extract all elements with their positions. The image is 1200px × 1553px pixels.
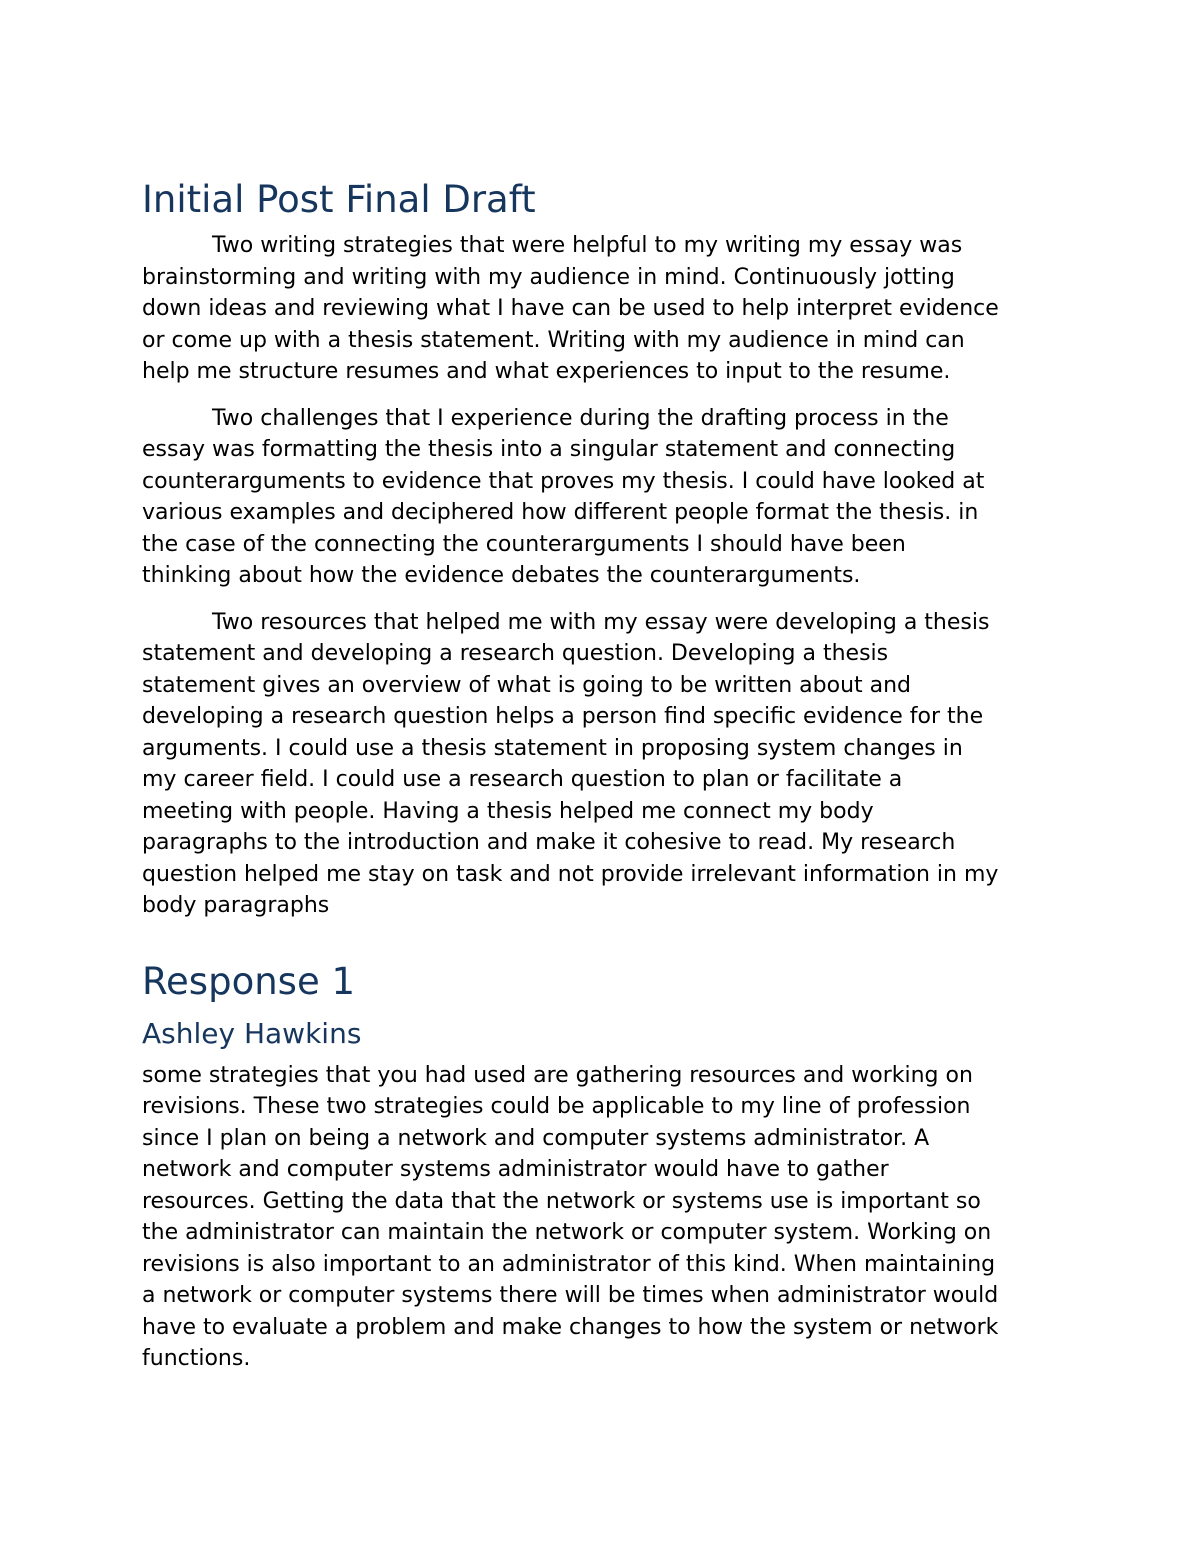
- paragraph-line: functions.: [142, 1346, 251, 1371]
- response-paragraph: [142, 1060, 1072, 1375]
- paragraph-line: revisions is also important to an administrator of this kind. When maintaining: [142, 1251, 996, 1277]
- paragraph-line: statement gives an overview of what is going to be written about and: [142, 672, 912, 698]
- paragraph-line: help me structure resumes and what experiences to input to the resume.: [142, 359, 951, 384]
- response-author: Ashley Hawkins: [142, 1016, 362, 1050]
- paragraph-line: various examples and deciphered how different people format the thesis. in: [142, 500, 979, 525]
- response-heading: Response 1: [142, 959, 356, 1003]
- paragraph-line: or come up with a thesis statement. Writing with my audience in mind can: [142, 327, 965, 353]
- paragraph-line: Two resources that helped me with my essay were developing a thesis: [212, 609, 990, 635]
- paragraph-line: since I plan on being a network and computer systems administrator. A: [142, 1125, 930, 1151]
- paragraph-line: developing a research question helps a person find specific evidence for the: [142, 704, 984, 729]
- paragraph-line: body paragraphs: [142, 893, 330, 918]
- paragraph-line: meeting with people. Having a thesis helped me connect my body: [142, 798, 874, 824]
- paragraph-line: the case of the connecting the counterarguments I should have been: [142, 531, 906, 557]
- paragraph-line: the administrator can maintain the network or computer system. Working on: [142, 1220, 992, 1245]
- paragraph-line: paragraphs to the introduction and make it cohesive to read. My research: [142, 830, 956, 855]
- paragraph-line: resources. Getting the data that the network or systems use is important so: [142, 1188, 981, 1214]
- document-page: [142, 178, 1072, 1390]
- paragraph-line: essay was formatting the thesis into a singular statement and connecting: [142, 437, 956, 462]
- paragraph-line: brainstorming and writing with my audience in mind. Continuously jotting: [142, 264, 955, 290]
- paragraph-line: revisions. These two strategies could be applicable to my line of profession: [142, 1094, 971, 1119]
- paragraph-line: Two challenges that I experience during the drafting process in the: [212, 405, 949, 431]
- paragraph-line: Two writing strategies that were helpful to my writing my essay was: [212, 233, 963, 258]
- initial-post-paragraph-2: [142, 403, 1072, 592]
- paragraph-line: counterarguments to evidence that proves my thesis. I could have looked at: [142, 468, 985, 494]
- paragraph-line: statement and developing a research question. Developing a thesis: [142, 641, 889, 666]
- paragraph-line: network and computer systems administrator would have to gather: [142, 1157, 889, 1182]
- document-title: Initial Post Final Draft: [142, 178, 536, 221]
- paragraph-line: down ideas and reviewing what I have can be used to help interpret evidence: [142, 296, 999, 321]
- paragraph-line: some strategies that you had used are gathering resources and working on: [142, 1062, 973, 1088]
- paragraph-line: a network or computer systems there will be times when administrator would: [142, 1283, 999, 1308]
- paragraph-line: have to evaluate a problem and make changes to how the system or network: [142, 1314, 999, 1340]
- initial-post-paragraph-3: [142, 607, 1072, 922]
- paragraph-line: my career field. I could use a research question to plan or facilitate a: [142, 767, 903, 792]
- initial-post-paragraph-1: [142, 230, 1072, 388]
- paragraph-line: arguments. I could use a thesis statement in proposing system changes in: [142, 735, 963, 761]
- paragraph-line: thinking about how the evidence debates the counterarguments.: [142, 563, 861, 588]
- paragraph-line: question helped me stay on task and not provide irrelevant information in my: [142, 861, 999, 887]
